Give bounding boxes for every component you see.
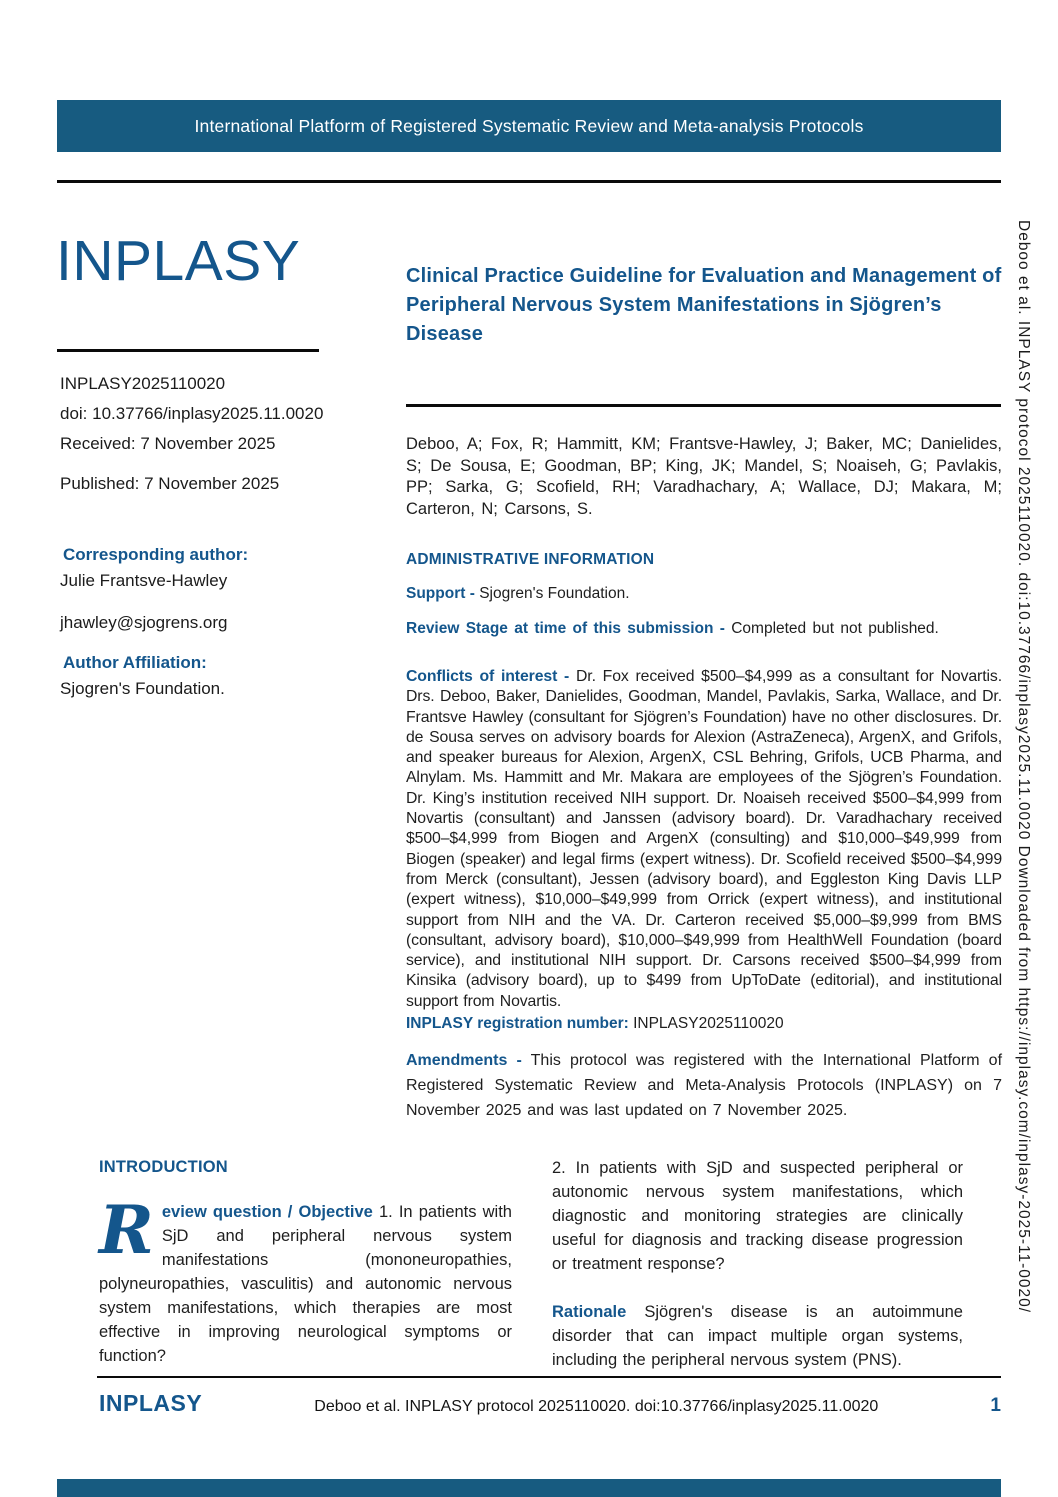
footer-citation: Deboo et al. INPLASY protocol 2025110020. doi:10.37766/inplasy2025.11.0020 bbox=[314, 1398, 879, 1415]
logo-divider-rule bbox=[57, 349, 319, 352]
review-question-2: 2. In patients with SjD and suspected peripheral or autonomic nervous system manifestations, which diagnostic and monitoring strategies are clinically useful for diagnosis and tracking disease progression or treatment response? bbox=[552, 1159, 963, 1273]
author-affiliation-value: Sjogren's Foundation. bbox=[60, 679, 225, 698]
review-question-1: 1. In patients with SjD and peripheral nervous system manifestations (mononeuropathies, polyneuropathies, vasculitis) and autonomic nervous system manifestations, which therapies are most effective in improving neurological symptoms or function? bbox=[99, 1203, 512, 1365]
top-divider-rule bbox=[57, 180, 1001, 183]
author-affiliation-label: Author Affiliation: bbox=[63, 653, 207, 672]
rationale-label: Rationale bbox=[552, 1303, 627, 1321]
corresponding-author-label: Corresponding author: bbox=[63, 545, 249, 564]
support-text: Sjogren's Foundation. bbox=[479, 585, 630, 602]
corresponding-author-email: jhawley@sjogrens.org bbox=[60, 613, 228, 632]
review-stage-text: Completed but not published. bbox=[731, 620, 939, 637]
registration-id: INPLASY2025110020 bbox=[60, 374, 226, 393]
dropcap-letter: R bbox=[99, 1191, 154, 1269]
page-footer bbox=[99, 1390, 1001, 1417]
review-stage-label: Review Stage at time of this submission - bbox=[406, 620, 725, 637]
amendments-paragraph bbox=[406, 1048, 1002, 1123]
conflicts-of-interest-paragraph bbox=[406, 667, 1002, 1012]
corresponding-author-name: Julie Frantsve-Hawley bbox=[60, 571, 228, 590]
inplasy-logo: INPLASY bbox=[56, 229, 301, 293]
administrative-information-heading: ADMINISTRATIVE INFORMATION bbox=[406, 551, 655, 568]
doi-line: doi: 10.37766/inplasy2025.11.0020 bbox=[60, 404, 324, 423]
registration-number-label: INPLASY registration number: bbox=[406, 1015, 629, 1032]
support-label: Support - bbox=[406, 585, 475, 602]
bottom-blue-bar bbox=[57, 1479, 1001, 1497]
rationale-paragraph bbox=[552, 1300, 963, 1372]
registration-number-value: INPLASY2025110020 bbox=[633, 1015, 784, 1032]
conflicts-label: Conflicts of interest - bbox=[406, 668, 570, 685]
conflicts-text: Dr. Fox received $500–$4,999 as a consultant for Novartis. Drs. Deboo, Baker, Danielides, Goodman, Mandel, Pavlakis, Sarka, Wallace, and Dr. Frantsve Hawley (consultant for Sjögren’s Foundation) have no other disclosures. Dr. de Sousa serves on advisory boards for Alexion (AstraZeneca), ArgenX, and Grifols, and speaker bureaus for Alexion, ArgenX, CSL Behring, Grifols, UCB Pharma, and Alnylam. Ms. Hammitt and Mr. Makara are employees of the Sjögren’s Foundation. Dr. King’s institution received NIH support. Dr. Noaiseh received $500–$4,999 from Novartis (consultant) and Janssen (advisory board). Dr. Varadhachary received $500–$4,999 from Biogen and ArgenX (consulting) and $10,000–$49,999 from Biogen (speaker) and legal firms (expert witness). Dr. Scofield received $500–$4,999 from Merck (consultant), Jessen (advisory board), and Eggleston King Davis LLP (expert witness), $10,000–$49,999 from Orrick (expert witness), and institutional support from NIH and the VA. Dr. Carteron received $5,000–$9,999 from BMS (consultant, advisory board), $10,000–$49,999 from HealthWell Foundation (board service), and institutional NIH support. Dr. Carsons received $500–$4,999 from Kinsika (advisory board), up to $499 from UpToDate (editorial), and institutional support from Novartis. bbox=[406, 668, 1002, 1010]
received-date: Received: 7 November 2025 bbox=[60, 434, 276, 453]
author-list: Deboo, A; Fox, R; Hammitt, KM; Frantsve-Hawley, J; Baker, MC; Danielides, S; De Sousa, E; Goodman, BP; King, JK; Mandel, S; Noaiseh, G; Pavlakis, PP; Sarka, G; Scofield, RH; Varadhachary, A; Wallace, DJ; Makara, M; Carteron, N; Carsons, S. bbox=[406, 435, 1002, 518]
registration-number-line bbox=[406, 1015, 1002, 1033]
footer-inplasy-logo: INPLASY bbox=[99, 1390, 203, 1416]
footer-divider-rule bbox=[97, 1376, 1001, 1378]
amendments-text: This protocol was registered with the International Platform of Registered Systematic Review and Meta-Analysis Protocols (INPLASY) on 7 November 2025 and was last updated on 7 November 2025. bbox=[406, 1052, 1003, 1119]
article-title: Clinical Practice Guideline for Evaluation and Management of Peripheral Nervous System Manifestations in Sjögren’s Disease bbox=[406, 265, 1002, 345]
support-line bbox=[406, 585, 1002, 603]
review-question-label: eview question / Objective bbox=[161, 1203, 373, 1221]
platform-banner bbox=[57, 100, 1001, 152]
footer-page-number: 1 bbox=[990, 1395, 1001, 1416]
title-divider-rule bbox=[406, 404, 1001, 407]
platform-banner-title: International Platform of Registered Systematic Review and Meta-analysis Protocols bbox=[194, 115, 864, 136]
rotated-margin-citation: Deboo et al. INPLASY protocol 2025110020. doi:10.37766/inplasy2025.11.0020 Downloaded from https://inplasy.com/inplasy-2025-11-0020/ bbox=[1015, 220, 1032, 1314]
introduction-heading: INTRODUCTION bbox=[99, 1158, 228, 1176]
published-date: Published: 7 November 2025 bbox=[60, 474, 280, 493]
introduction-right-column bbox=[552, 1156, 963, 1372]
review-stage-line bbox=[406, 618, 1002, 639]
amendments-label: Amendments - bbox=[406, 1052, 522, 1069]
review-question-paragraph bbox=[99, 1191, 512, 1368]
rationale-text: Sjögren's disease is an autoimmune disorder that can impact multiple organ systems, including the peripheral nervous system (PNS). bbox=[552, 1303, 963, 1369]
